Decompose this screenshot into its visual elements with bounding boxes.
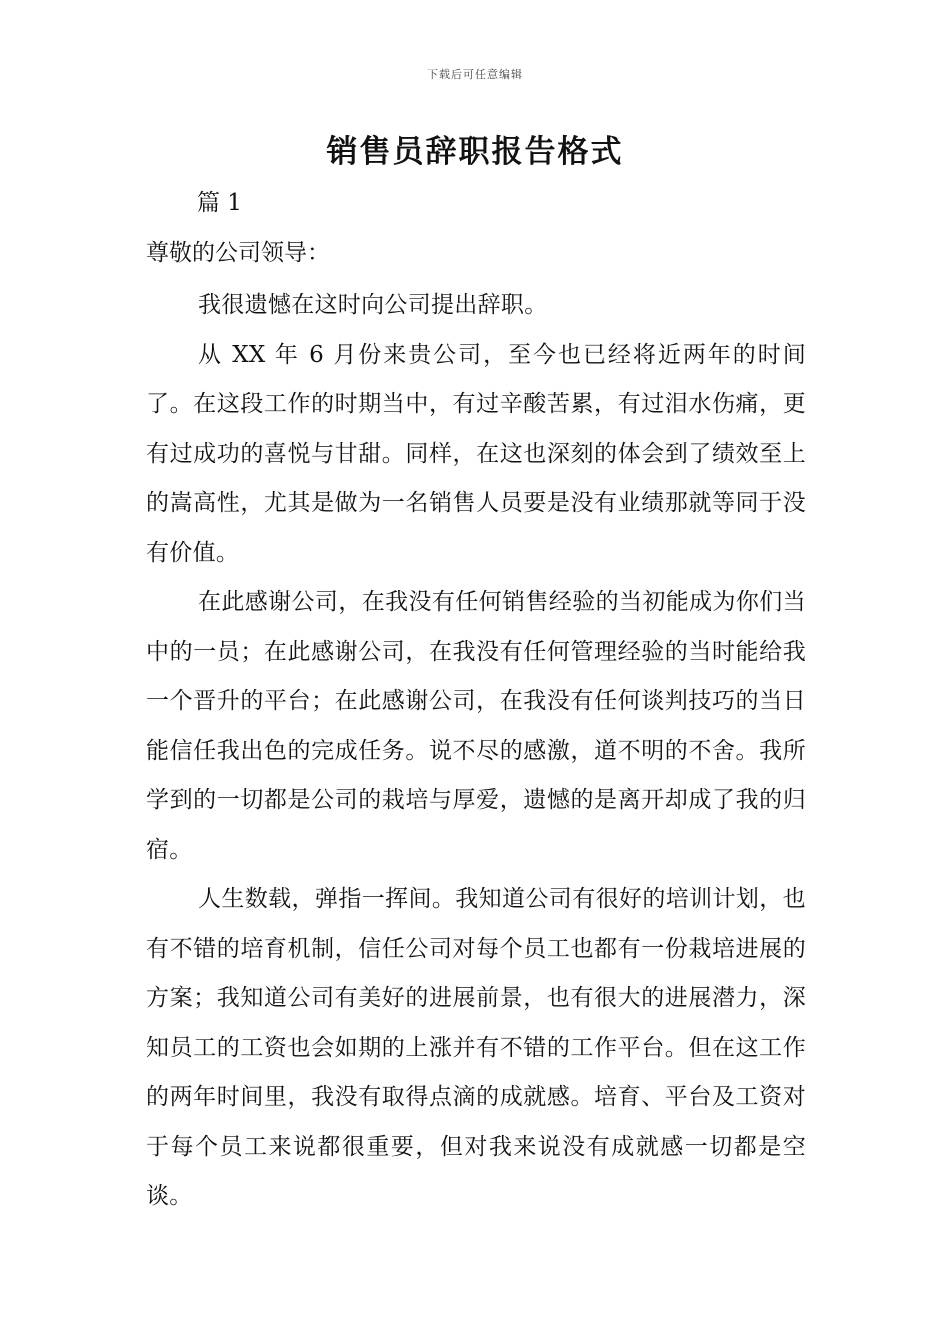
header-note: 下载后可任意编辑 <box>427 68 523 81</box>
section-label: 篇 1 <box>197 190 242 216</box>
paragraph: 人生数载，弹指一挥间。我知道公司有很好的培训计划，也有不错的培育机制，信任公司对每个员工也都有一份栽培进展的方案；我知道公司有美好的进展前景，也有很大的进展潜力，深知员工的工资也会如期的上涨并有不错的工作平台。但在这工作的两年时间里，我没有取得点滴的成就感。培育、平台及工资对于每个员工来说都很重要，但对我来说没有成就感一切都是空谈。 <box>146 886 806 1209</box>
salutation: 尊敬的公司领导： <box>146 240 330 266</box>
document-title: 销售员辞职报告格式 <box>326 134 624 170</box>
paragraph: 从 XX 年 6 月份来贵公司，至今也已经将近两年的时间了。在这段工作的时期当中，有过辛酸苦累，有过泪水伤痛，更有过成功的喜悦与甘甜。同样，在这也深刻的体会到了绩效至上的嵩高性，尤其是做为一名销售人员要是没有业绩那就等同于没有价值。 <box>146 341 806 566</box>
document-body <box>146 281 806 1222</box>
paragraph: 在此感谢公司，在我没有任何销售经验的当初能成为你们当中的一员；在此感谢公司，在我没有任何管理经验的当时能给我一个晋升的平台；在此感谢公司，在我没有任何谈判技巧的当日能信任我出色的完成任务。说不尽的感激，道不明的不舍。我所学到的一切都是公司的栽培与厚爱，遗憾的是离开却成了我的归宿。 <box>146 589 806 863</box>
paragraph: 我很遗憾在这时向公司提出辞职。 <box>198 292 548 318</box>
